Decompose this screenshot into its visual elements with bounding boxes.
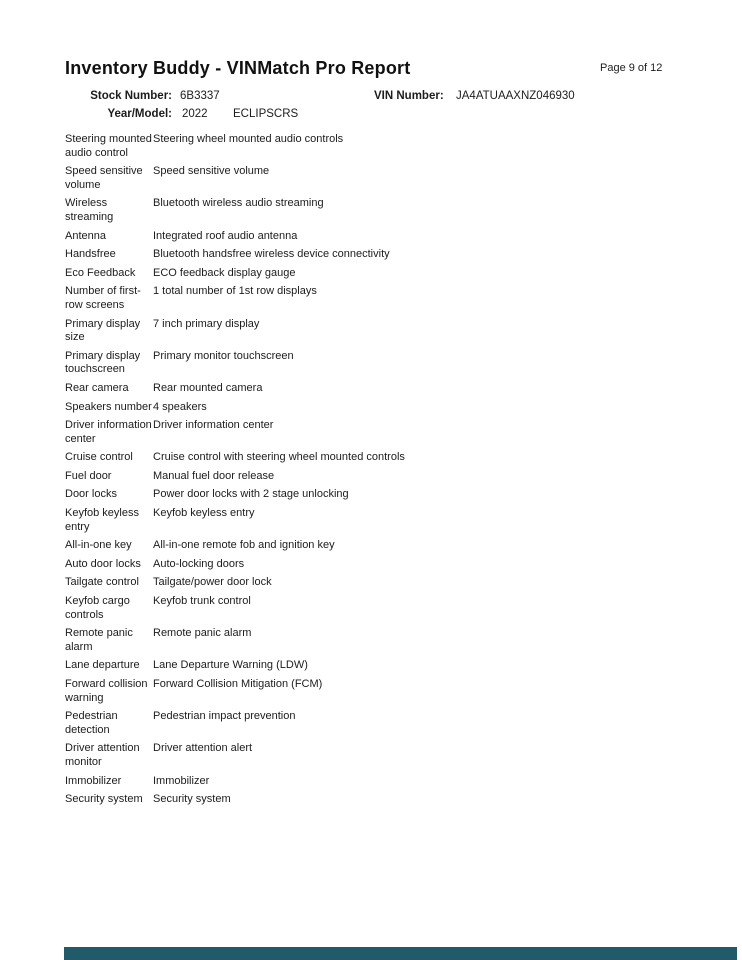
feature-value: Driver information center [153,419,274,432]
feature-value: Forward Collision Mitigation (FCM) [153,678,323,690]
feature-label: Forward collision warning [65,678,148,704]
stock-number-value: 6B3337 [180,90,220,102]
feature-label: Security system [65,793,143,806]
feature-value: All-in-one remote fob and ignition key [153,539,335,552]
feature-label: Eco Feedback [65,266,136,279]
feature-label: Primary display touchscreen [65,349,141,376]
feature-value: Rear mounted camera [153,381,263,394]
feature-label: Driver information center [65,419,152,445]
feature-label: Immobilizer [65,774,122,787]
feature-value: 4 speakers [153,400,207,413]
feature-value: Keyfob keyless entry [153,507,255,520]
features-table [65,133,713,807]
vin-number-label: VIN Number: [374,90,444,102]
feature-label: Pedestrian detection [65,710,118,736]
feature-value: Lane Departure Warning (LDW) [153,659,308,672]
meta-row-year-model [65,108,685,126]
feature-label: Handsfree [65,248,116,261]
stock-number-label: Stock Number: [90,90,172,102]
feature-label: Speakers number [65,400,152,413]
feature-value: Bluetooth wireless audio streaming [153,197,324,210]
model-value: ECLIPSCRS [233,108,299,120]
feature-value: Auto-locking doors [153,557,245,570]
feature-value: Pedestrian impact prevention [153,710,296,723]
feature-label: Number of first-row screens [65,285,141,311]
feature-value: Tailgate/power door lock [153,576,272,589]
report-meta [65,90,685,126]
footer-bar [64,947,737,960]
feature-label: Remote panic alarm [65,627,133,653]
feature-value: Cruise control with steering wheel mounted controls [153,451,405,464]
feature-label: All-in-one key [65,539,132,552]
feature-label: Antenna [65,229,106,242]
feature-value: 1 total number of 1st row displays [153,285,317,298]
feature-value: Speed sensitive volume [153,165,270,178]
feature-label: Tailgate control [65,576,139,589]
feature-value: 7 inch primary display [153,317,260,330]
feature-label: Cruise control [65,451,133,464]
feature-value: Bluetooth handsfree wireless device connectivity [153,248,390,261]
feature-label: Keyfob keyless entry [65,507,139,533]
feature-label: Lane departure [65,659,140,672]
feature-value: Primary monitor touchscreen [153,349,294,362]
feature-label: Keyfob cargo controls [65,595,130,621]
feature-label: Speed sensitive volume [65,165,143,191]
meta-row-stock-vin [65,90,685,108]
page-indicator: Page 9 of 12 [600,62,663,74]
feature-label: Driver attention monitor [65,742,140,768]
year-model-label: Year/Model: [107,108,172,120]
feature-label: Primary display size [65,317,141,344]
feature-value: Steering wheel mounted audio controls [153,133,344,145]
feature-label: Steering mounted audio control [65,133,152,159]
feature-label: Fuel door [65,469,112,482]
feature-value: Power door locks with 2 stage unlocking [153,488,349,501]
feature-value: Driver attention alert [153,742,253,755]
feature-value: Keyfob trunk control [153,595,251,608]
feature-value: Security system [153,793,231,806]
feature-value: Remote panic alarm [153,627,252,640]
feature-value: ECO feedback display gauge [153,266,296,279]
feature-label: Wireless streaming [65,197,114,223]
feature-label: Auto door locks [65,557,141,570]
page-title: Inventory Buddy - VINMatch Pro Report [65,58,411,78]
vin-number-value: JA4ATUAAXNZ046930 [456,90,575,102]
feature-value: Manual fuel door release [153,469,275,482]
feature-value: Immobilizer [153,774,210,787]
feature-label: Rear camera [65,381,129,394]
feature-label: Door locks [65,488,117,501]
year-value: 2022 [182,108,208,120]
feature-value: Integrated roof audio antenna [153,229,298,242]
